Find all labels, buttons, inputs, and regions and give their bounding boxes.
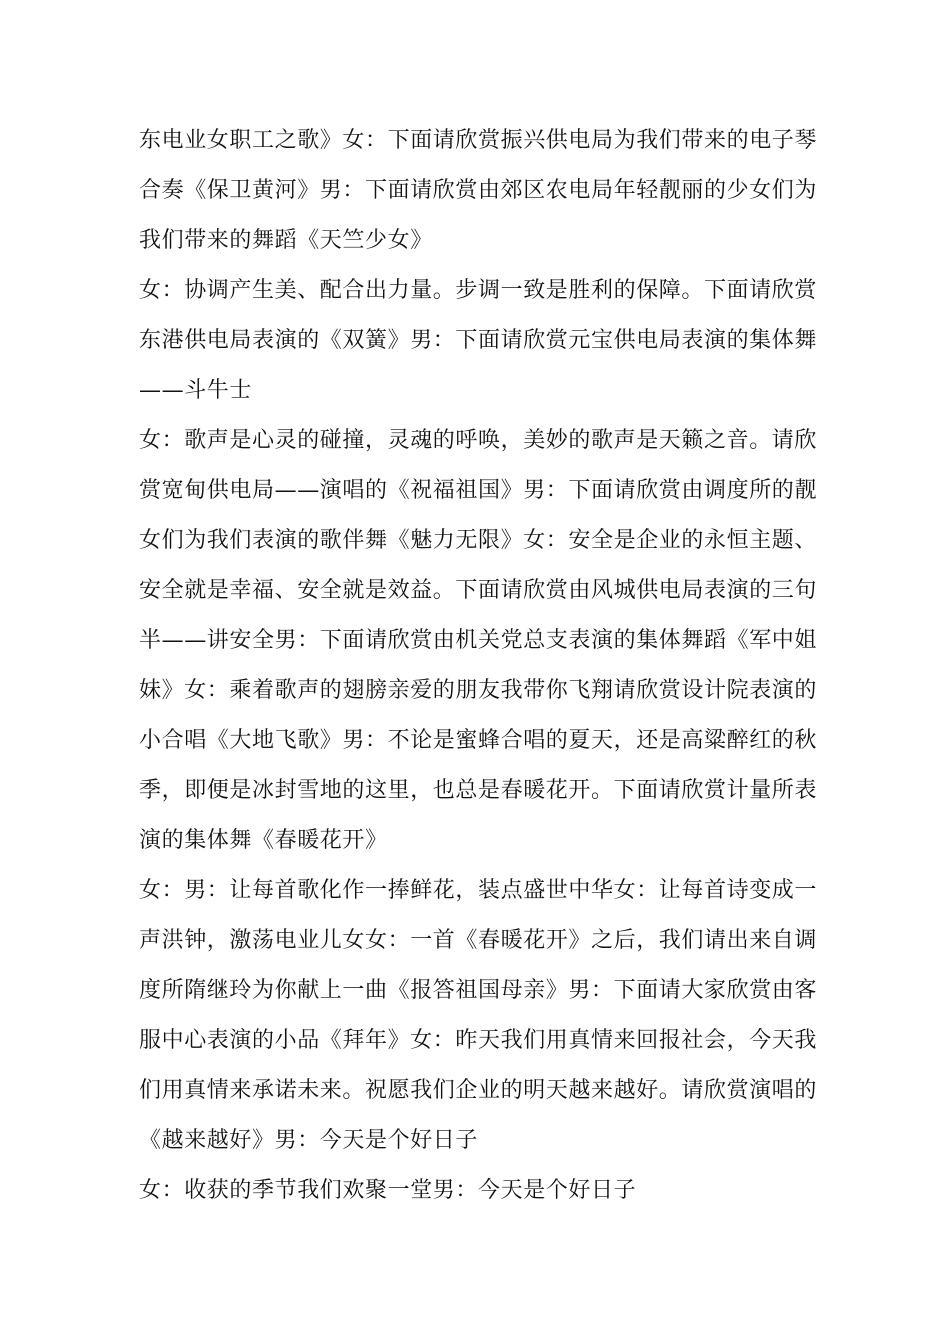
- text-line: 半——讲安全男：下面请欣赏由机关党总支表演的集体舞蹈《军中姐: [139, 628, 818, 653]
- text-line: 妹》女：乘着歌声的翅膀亲爱的朋友我带你飞翔请欣赏设计院表演的: [139, 678, 818, 703]
- text-line: 女：协调产生美、配合出力量。步调一致是胜利的保障。下面请欣赏: [139, 278, 818, 303]
- document-body: [139, 116, 818, 1216]
- text-line: 《越来越好》男：今天是个好日子: [139, 1128, 479, 1153]
- text-line: 小合唱《大地飞歌》男：不论是蜜蜂合唱的夏天，还是高粱醉红的秋: [139, 728, 818, 753]
- text-line: 安全就是幸福、安全就是效益。下面请欣赏由风城供电局表演的三句: [139, 578, 818, 603]
- text-line: 东电业女职工之歌》女：下面请欣赏振兴供电局为我们带来的电子琴: [139, 128, 818, 153]
- text-line: 演的集体舞《春暖花开》: [139, 828, 388, 853]
- text-line: 赏宽甸供电局——演唱的《祝福祖国》男：下面请欣赏由调度所的靓: [139, 478, 818, 503]
- text-line: 服中心表演的小品《拜年》女：昨天我们用真情来回报社会，今天我: [139, 1028, 818, 1053]
- text-line: 合奏《保卫黄河》男：下面请欣赏由郊区农电局年轻靓丽的少女们为: [139, 178, 818, 203]
- text-line: 季，即便是冰封雪地的这里，也总是春暖花开。下面请欣赏计量所表: [139, 778, 818, 803]
- text-line: 们用真情来承诺未来。祝愿我们企业的明天越来越好。请欣赏演唱的: [139, 1078, 818, 1103]
- text-line: 女们为我们表演的歌伴舞《魅力无限》女：安全是企业的永恒主题、: [139, 528, 818, 553]
- text-line: 我们带来的舞蹈《天竺少女》: [139, 228, 433, 253]
- text-line: 度所隋继玲为你献上一曲《报答祖国母亲》男：下面请大家欣赏由客: [139, 978, 818, 1003]
- text-line: 女：收获的季节我们欢聚一堂男：今天是个好日子: [139, 1178, 637, 1203]
- text-line: 东港供电局表演的《双簧》男：下面请欣赏元宝供电局表演的集体舞: [139, 328, 818, 353]
- text-line: 女：歌声是心灵的碰撞，灵魂的呼唤，美妙的歌声是天籁之音。请欣: [139, 428, 818, 453]
- text-line: 女：男：让每首歌化作一捧鲜花，装点盛世中华女：让每首诗变成一: [139, 878, 818, 903]
- text-line: 声洪钟，激荡电业儿女女：一首《春暖花开》之后，我们请出来自调: [139, 928, 818, 953]
- text-line: ——斗牛士: [139, 378, 253, 403]
